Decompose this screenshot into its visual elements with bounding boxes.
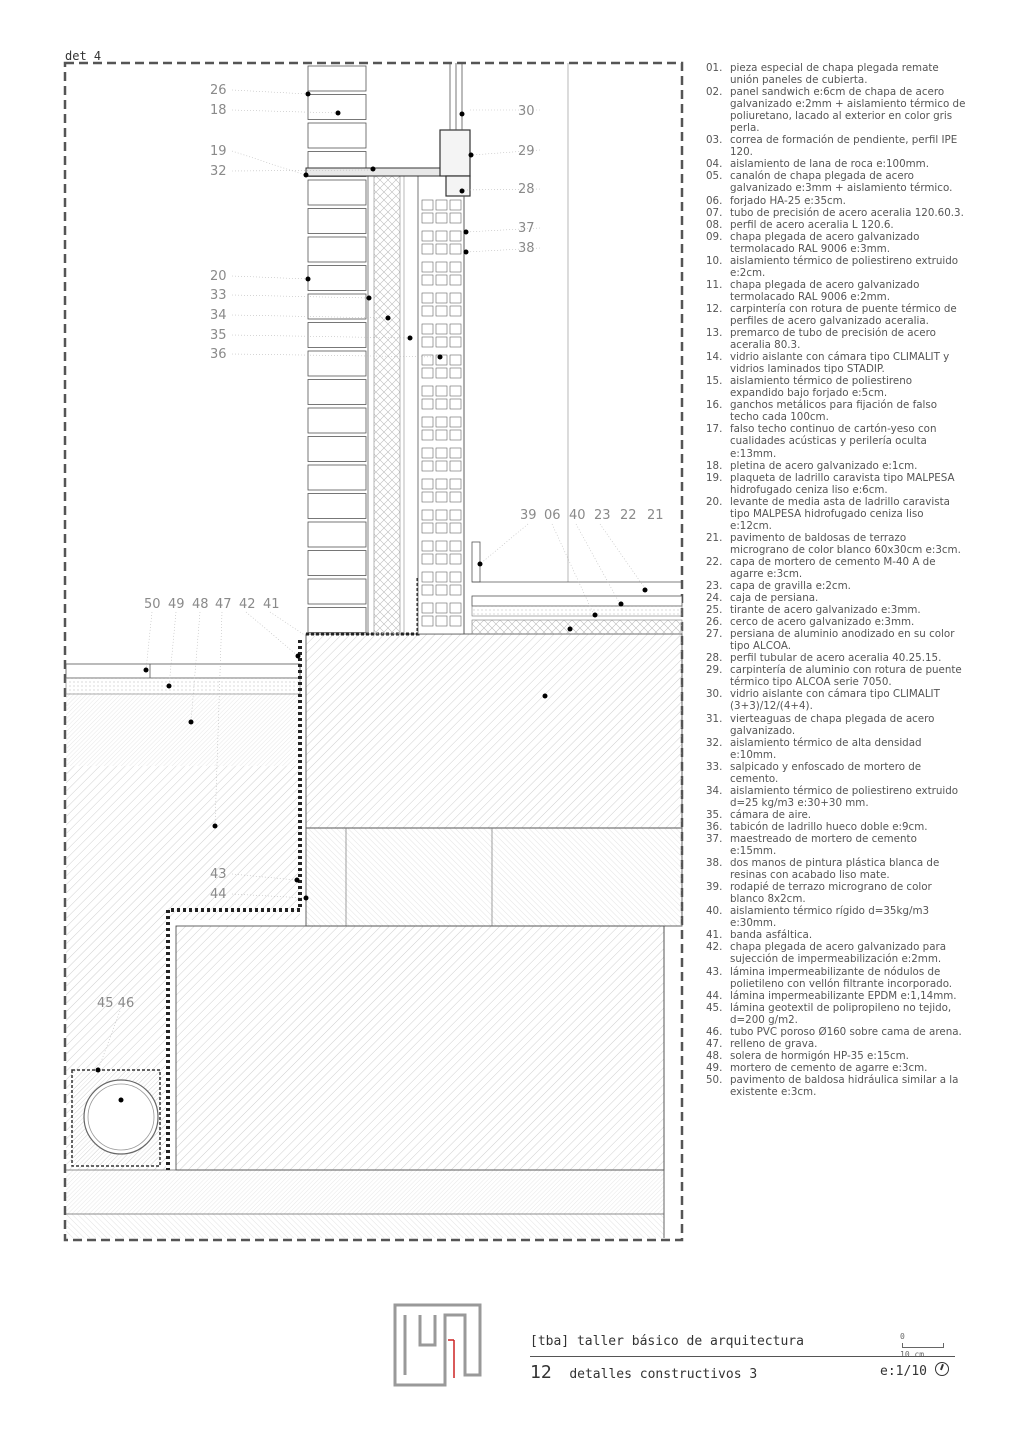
legend-item bbox=[706, 628, 966, 652]
legend-item-number: 11. bbox=[706, 278, 723, 291]
callout-35: 35 bbox=[210, 328, 227, 343]
legend-item bbox=[706, 303, 966, 327]
callout-28: 28 bbox=[518, 182, 535, 197]
legend-item bbox=[706, 833, 966, 857]
legend-item-number: 10. bbox=[706, 254, 723, 267]
legend-item bbox=[706, 472, 966, 496]
exterior-paving bbox=[66, 664, 300, 694]
legend-item bbox=[706, 219, 966, 231]
callout-43: 43 bbox=[210, 867, 227, 882]
legend-item bbox=[706, 1038, 966, 1050]
legend-item-text: tabicón de ladrillo hueco doble e:9cm. bbox=[730, 820, 928, 833]
callout-33: 33 bbox=[210, 288, 227, 303]
legend-item bbox=[706, 941, 966, 965]
legend-item bbox=[706, 857, 966, 881]
legend-item-number: 45. bbox=[706, 1001, 723, 1014]
callout-47: 47 bbox=[215, 597, 232, 612]
legend-item-text: canalón de chapa plegada de acero galvanizado e:3mm + aislamiento térmico. bbox=[730, 170, 953, 195]
callout-38: 38 bbox=[518, 241, 535, 256]
legend-item-number: 09. bbox=[706, 230, 723, 243]
legend-item bbox=[706, 62, 966, 86]
legend-item-text: aislamiento térmico de alta densidad e:10mm. bbox=[730, 736, 922, 761]
title-rule bbox=[530, 1356, 955, 1357]
legend-item-text: vierteaguas de chapa plegada de acero galvanizado. bbox=[730, 712, 935, 737]
legend-item bbox=[706, 737, 966, 761]
legend-item-number: 19. bbox=[706, 471, 723, 484]
legend-item-number: 37. bbox=[706, 833, 723, 845]
studio-logo bbox=[395, 1305, 480, 1385]
callout-39: 39 bbox=[520, 508, 537, 523]
brick-facade bbox=[308, 66, 366, 633]
legend-item-text: perfil de acero aceralia L 120.6. bbox=[730, 218, 894, 231]
callout-49: 49 bbox=[168, 597, 185, 612]
legend-item-text: chapa plegada de acero galvanizado termolacado RAL 9006 e:3mm. bbox=[730, 230, 920, 255]
legend-item bbox=[706, 532, 966, 556]
callout-50: 50 bbox=[144, 597, 161, 612]
legend-item bbox=[706, 195, 966, 207]
legend-item-number: 29. bbox=[706, 664, 723, 677]
legend-item-number: 40. bbox=[706, 905, 723, 918]
legend-item bbox=[706, 688, 966, 712]
legend-item bbox=[706, 929, 966, 941]
legend-item-number: 49. bbox=[706, 1061, 723, 1074]
sheet-title-line bbox=[530, 1362, 757, 1383]
legend-item bbox=[706, 809, 966, 821]
callout-22: 22 bbox=[620, 508, 637, 523]
legend-item-number: 32. bbox=[706, 736, 723, 749]
title-block bbox=[530, 1330, 955, 1390]
legend-item bbox=[706, 423, 966, 459]
legend-item bbox=[706, 231, 966, 255]
legend-item-number: 08. bbox=[706, 218, 723, 231]
callout-41: 41 bbox=[263, 597, 280, 612]
legend-item bbox=[706, 1026, 966, 1038]
legend-item-number: 28. bbox=[706, 652, 723, 665]
legend-item-number: 38. bbox=[706, 857, 723, 870]
legend-item-text: lámina impermeabilizante EPDM e:1,14mm. bbox=[730, 989, 957, 1002]
legend-item bbox=[706, 990, 966, 1002]
legend-item bbox=[706, 821, 966, 833]
legend-item bbox=[706, 1050, 966, 1062]
callout-34: 34 bbox=[210, 308, 227, 323]
legend-item-text: correa de formación de pendiente, perfil IPE 120. bbox=[730, 134, 958, 159]
legend-item-number: 24. bbox=[706, 592, 723, 605]
legend-item-text: lámina impermeabilizante de nódulos de polietileno con vellón filtrante incorporado. bbox=[730, 965, 953, 990]
legend-item-text: premarco de tubo de precisión de acero aceralia 80.3. bbox=[730, 327, 936, 352]
drawing-scale: e:1/10 bbox=[880, 1364, 927, 1379]
legend-item bbox=[706, 496, 966, 532]
legend-item-number: 12. bbox=[706, 302, 723, 315]
detail-label: det 4 bbox=[65, 49, 102, 63]
legend-item-text: aislamiento de lana de roca e:100mm. bbox=[730, 158, 929, 171]
legend-item-number: 13. bbox=[706, 327, 723, 340]
legend-item bbox=[706, 1062, 966, 1074]
legend-item-text: aislamiento térmico de poliestireno extruido d=25 kg/m3 e:30+30 mm. bbox=[730, 784, 959, 809]
legend-item-text: forjado HA-25 e:35cm. bbox=[730, 194, 846, 207]
legend-item bbox=[706, 158, 966, 170]
studio-name: [tba] taller básico de arquitectura bbox=[530, 1334, 804, 1349]
legend-item-number: 18. bbox=[706, 459, 723, 472]
legend-item bbox=[706, 556, 966, 580]
sheet-number: 12 bbox=[530, 1362, 552, 1383]
legend-item-number: 26. bbox=[706, 616, 723, 629]
legend-item bbox=[706, 592, 966, 604]
legend-item-number: 04. bbox=[706, 158, 723, 171]
legend-item-number: 23. bbox=[706, 580, 723, 593]
legend-item bbox=[706, 1002, 966, 1026]
legend-item bbox=[706, 170, 966, 194]
legend-item-number: 14. bbox=[706, 351, 723, 364]
legend-item-text: falso techo continuo de cartón-yeso con cualidades acústicas y perilería oculta e:13mm. bbox=[730, 423, 937, 460]
callout-45-46: 45 46 bbox=[97, 996, 135, 1011]
legend-item-number: 31. bbox=[706, 712, 723, 725]
legend-item bbox=[706, 375, 966, 399]
callout-30: 30 bbox=[518, 104, 535, 119]
legend-item-number: 42. bbox=[706, 941, 723, 954]
callout-32: 32 bbox=[210, 164, 227, 179]
legend-item-text: dos manos de pintura plástica blanca de resinas con acabado liso mate. bbox=[730, 857, 940, 882]
legend-item-text: pieza especial de chapa plegada remate unión paneles de cubierta. bbox=[730, 62, 939, 87]
legend-item-text: solera de hormigón HP-35 e:15cm. bbox=[730, 1049, 909, 1062]
legend-item bbox=[706, 399, 966, 423]
legend-item-text: pletina de acero galvanizado e:1cm. bbox=[730, 459, 918, 472]
sheet-title: detalles constructivos 3 bbox=[569, 1367, 758, 1382]
legend-item bbox=[706, 713, 966, 737]
legend-item-number: 50. bbox=[706, 1073, 723, 1086]
legend-item-number: 07. bbox=[706, 206, 723, 219]
legend-item-text: cerco de acero galvanizado e:3mm. bbox=[730, 616, 915, 629]
legend-item-number: 41. bbox=[706, 929, 723, 942]
legend-item-number: 30. bbox=[706, 688, 723, 701]
legend-item-text: levante de media asta de ladrillo caravista tipo MALPESA hidrofugado ceniza liso e:12cm. bbox=[730, 495, 950, 532]
north-arrow-icon bbox=[935, 1362, 949, 1376]
legend-item-number: 27. bbox=[706, 628, 723, 641]
callout-06: 06 bbox=[544, 508, 561, 523]
callout-37: 37 bbox=[518, 221, 535, 236]
legend-item-text: relleno de grava. bbox=[730, 1037, 818, 1050]
callout-18: 18 bbox=[210, 103, 227, 118]
legend-item-text: maestreado de mortero de cemento e:15mm. bbox=[730, 833, 917, 858]
legend-item-text: ganchos metálicos para fijación de falso techo cada 100cm. bbox=[730, 399, 938, 424]
callout-48: 48 bbox=[192, 597, 209, 612]
legend-item-text: banda asfáltica. bbox=[730, 929, 813, 942]
legend-item-text: chapa plegada de acero galvanizado termolacado RAL 9006 e:2mm. bbox=[730, 278, 920, 303]
legend-item-number: 39. bbox=[706, 881, 723, 894]
callout-20: 20 bbox=[210, 269, 227, 284]
scale-bar-start: 0 bbox=[900, 1332, 905, 1341]
legend-item-number: 16. bbox=[706, 399, 723, 412]
legend-item-number: 20. bbox=[706, 495, 723, 508]
callout-29: 29 bbox=[518, 144, 535, 159]
legend-item-text: salpicado y enfoscado de mortero de cemento. bbox=[730, 760, 922, 785]
legend-item-text: mortero de cemento de agarre e:3cm. bbox=[730, 1061, 928, 1074]
callout-23: 23 bbox=[594, 508, 611, 523]
legend-item-text: perfil tubular de acero aceralia 40.25.15. bbox=[730, 652, 942, 665]
legend-item-text: aislamiento térmico de poliestireno expandido bajo forjado e:5cm. bbox=[730, 375, 913, 400]
callout-21: 21 bbox=[647, 508, 664, 523]
legend-item-number: 25. bbox=[706, 604, 723, 617]
legend-item bbox=[706, 905, 966, 929]
callout-40: 40 bbox=[569, 508, 586, 523]
legend-item-number: 44. bbox=[706, 989, 723, 1002]
legend-item-text: carpintería de aluminio con rotura de puente térmico tipo ALCOA serie 7050. bbox=[730, 664, 962, 689]
legend-item-text: chapa plegada de acero galvanizado para sujección de impermeabilización e:2mm. bbox=[730, 941, 947, 966]
legend-item-text: panel sandwich e:6cm de chapa de acero galvanizado e:2mm + aislamiento térmico de poliuretano, lacado al exterior en color gris perla. bbox=[730, 86, 966, 135]
legend-item bbox=[706, 785, 966, 809]
legend-item-text: aislamiento térmico rígido d=35kg/m3 e:30mm. bbox=[730, 905, 930, 930]
legend-item-text: plaqueta de ladrillo caravista tipo MALPESA hidrofugado ceniza liso e:6cm. bbox=[730, 471, 955, 496]
legend-item-number: 01. bbox=[706, 62, 723, 74]
legend-item-number: 46. bbox=[706, 1025, 723, 1038]
legend-item bbox=[706, 134, 966, 158]
legend-item bbox=[706, 616, 966, 628]
legend-item-number: 17. bbox=[706, 423, 723, 436]
legend-item-number: 33. bbox=[706, 760, 723, 773]
legend-item bbox=[706, 460, 966, 472]
legend-item bbox=[706, 279, 966, 303]
legend-item bbox=[706, 604, 966, 616]
callout-44: 44 bbox=[210, 887, 227, 902]
legend-item-number: 06. bbox=[706, 194, 723, 207]
legend-item-number: 05. bbox=[706, 170, 723, 183]
callout-36: 36 bbox=[210, 347, 227, 362]
legend-item-number: 48. bbox=[706, 1049, 723, 1062]
legend-item bbox=[706, 664, 966, 688]
legend-item-text: carpintería con rotura de puente térmico de perfiles de acero galvanizado aceralia. bbox=[730, 302, 957, 327]
callout-26: 26 bbox=[210, 83, 227, 98]
legend-item-number: 34. bbox=[706, 784, 723, 797]
drain-pipe bbox=[72, 1070, 160, 1166]
legend-item-text: pavimento de baldosas de terrazo micrograno de color blanco 60x30cm e:3cm. bbox=[730, 531, 961, 556]
legend-item-number: 02. bbox=[706, 86, 723, 99]
legend-item-text: capa de gravilla e:2cm. bbox=[730, 580, 851, 593]
legend-item-number: 35. bbox=[706, 808, 723, 821]
legend-item-text: vidrio aislante con cámara tipo CLIMALIT (3+3)/12/(4+4). bbox=[730, 688, 940, 713]
legend-item-number: 47. bbox=[706, 1037, 723, 1050]
scale-bar bbox=[900, 1332, 955, 1359]
legend-item-number: 21. bbox=[706, 531, 723, 544]
legend-item bbox=[706, 1074, 966, 1098]
legend-list bbox=[706, 62, 966, 1098]
legend-item-text: vidrio aislante con cámara tipo CLIMALIT y vidrios laminados tipo STADIP. bbox=[730, 351, 950, 376]
legend-item bbox=[706, 207, 966, 219]
legend-item bbox=[706, 255, 966, 279]
legend-item-text: cámara de aire. bbox=[730, 808, 812, 821]
legend-item bbox=[706, 881, 966, 905]
legend-item-text: aislamiento térmico de poliestireno extruido e:2cm. bbox=[730, 254, 959, 279]
legend-item bbox=[706, 761, 966, 785]
legend-item-number: 22. bbox=[706, 555, 723, 568]
legend-item-text: tubo PVC poroso Ø160 sobre cama de arena. bbox=[730, 1025, 962, 1038]
wall-layers bbox=[368, 176, 464, 634]
legend-item-text: lámina geotextil de polipropileno no tejido, d=200 g/m2. bbox=[730, 1001, 952, 1026]
legend-item bbox=[706, 580, 966, 592]
legend-item bbox=[706, 966, 966, 990]
interior-floor bbox=[464, 63, 682, 634]
callout-42: 42 bbox=[239, 597, 256, 612]
legend-item bbox=[706, 652, 966, 664]
scale-bar-end: 10 cm bbox=[900, 1350, 925, 1359]
legend-item-text: capa de mortero de cemento M-40 A de agarre e:3cm. bbox=[730, 555, 936, 580]
legend-item-number: 15. bbox=[706, 375, 723, 388]
legend-item bbox=[706, 351, 966, 375]
callout-19: 19 bbox=[210, 144, 227, 159]
legend-item-number: 03. bbox=[706, 134, 723, 147]
legend-item-text: caja de persiana. bbox=[730, 592, 819, 605]
legend-item-number: 43. bbox=[706, 965, 723, 978]
legend-item-text: pavimento de baldosa hidráulica similar a la existente e:3cm. bbox=[730, 1073, 959, 1098]
legend-item-text: rodapié de terrazo micrograno de color blanco 8x2cm. bbox=[730, 881, 932, 906]
legend-item bbox=[706, 327, 966, 351]
legend-item-text: persiana de aluminio anodizado en su color tipo ALCOA. bbox=[730, 628, 955, 653]
legend-item bbox=[706, 86, 966, 134]
legend-item-text: tubo de precisión de acero aceralia 120.60.3. bbox=[730, 206, 964, 219]
legend-item-text: tirante de acero galvanizado e:3mm. bbox=[730, 604, 921, 617]
legend-item-number: 36. bbox=[706, 820, 723, 833]
